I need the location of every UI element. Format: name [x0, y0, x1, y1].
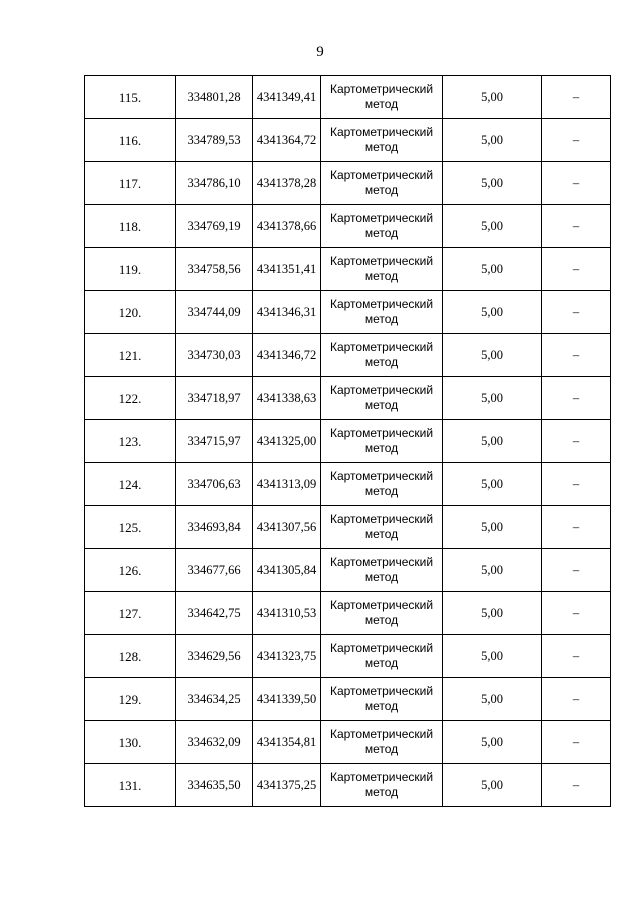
table-row	[85, 506, 611, 549]
x-coordinate-cell: 334786,10	[176, 162, 253, 205]
note-cell: –	[542, 721, 611, 764]
method-cell: Картометрический метод	[321, 76, 443, 119]
y-coordinate-cell: 4341338,63	[253, 377, 321, 420]
y-coordinate-cell: 4341378,66	[253, 205, 321, 248]
note-cell: –	[542, 420, 611, 463]
table-row	[85, 76, 611, 119]
x-coordinate-cell: 334758,56	[176, 248, 253, 291]
method-cell: Картометрический метод	[321, 721, 443, 764]
table-row	[85, 678, 611, 721]
table-row	[85, 463, 611, 506]
point-number-cell: 131.	[85, 764, 176, 807]
table-row	[85, 248, 611, 291]
accuracy-cell: 5,00	[443, 463, 542, 506]
point-number-cell: 119.	[85, 248, 176, 291]
note-cell: –	[542, 764, 611, 807]
note-cell: –	[542, 377, 611, 420]
table-row	[85, 721, 611, 764]
x-coordinate-cell: 334769,19	[176, 205, 253, 248]
method-cell: Картометрический метод	[321, 119, 443, 162]
table-row	[85, 291, 611, 334]
x-coordinate-cell: 334718,97	[176, 377, 253, 420]
table-row	[85, 205, 611, 248]
point-number-cell: 121.	[85, 334, 176, 377]
method-cell: Картометрический метод	[321, 463, 443, 506]
accuracy-cell: 5,00	[443, 291, 542, 334]
table-row	[85, 119, 611, 162]
y-coordinate-cell: 4341354,81	[253, 721, 321, 764]
method-cell: Картометрический метод	[321, 420, 443, 463]
x-coordinate-cell: 334634,25	[176, 678, 253, 721]
point-number-cell: 122.	[85, 377, 176, 420]
y-coordinate-cell: 4341349,41	[253, 76, 321, 119]
note-cell: –	[542, 119, 611, 162]
note-cell: –	[542, 248, 611, 291]
x-coordinate-cell: 334801,28	[176, 76, 253, 119]
method-cell: Картометрический метод	[321, 162, 443, 205]
y-coordinate-cell: 4341323,75	[253, 635, 321, 678]
note-cell: –	[542, 334, 611, 377]
note-cell: –	[542, 592, 611, 635]
coordinates-table	[84, 75, 611, 807]
point-number-cell: 124.	[85, 463, 176, 506]
note-cell: –	[542, 162, 611, 205]
point-number-cell: 128.	[85, 635, 176, 678]
note-cell: –	[542, 76, 611, 119]
y-coordinate-cell: 4341325,00	[253, 420, 321, 463]
point-number-cell: 118.	[85, 205, 176, 248]
y-coordinate-cell: 4341313,09	[253, 463, 321, 506]
x-coordinate-cell: 334632,09	[176, 721, 253, 764]
accuracy-cell: 5,00	[443, 162, 542, 205]
accuracy-cell: 5,00	[443, 764, 542, 807]
table-row	[85, 162, 611, 205]
table-row	[85, 334, 611, 377]
note-cell: –	[542, 635, 611, 678]
point-number-cell: 115.	[85, 76, 176, 119]
method-cell: Картометрический метод	[321, 334, 443, 377]
accuracy-cell: 5,00	[443, 334, 542, 377]
accuracy-cell: 5,00	[443, 377, 542, 420]
x-coordinate-cell: 334715,97	[176, 420, 253, 463]
method-cell: Картометрический метод	[321, 592, 443, 635]
note-cell: –	[542, 506, 611, 549]
x-coordinate-cell: 334693,84	[176, 506, 253, 549]
accuracy-cell: 5,00	[443, 678, 542, 721]
method-cell: Картометрический метод	[321, 549, 443, 592]
x-coordinate-cell: 334789,53	[176, 119, 253, 162]
point-number-cell: 116.	[85, 119, 176, 162]
point-number-cell: 126.	[85, 549, 176, 592]
method-cell: Картометрический метод	[321, 635, 443, 678]
y-coordinate-cell: 4341339,50	[253, 678, 321, 721]
point-number-cell: 127.	[85, 592, 176, 635]
accuracy-cell: 5,00	[443, 721, 542, 764]
accuracy-cell: 5,00	[443, 549, 542, 592]
y-coordinate-cell: 4341375,25	[253, 764, 321, 807]
y-coordinate-cell: 4341307,56	[253, 506, 321, 549]
method-cell: Картометрический метод	[321, 377, 443, 420]
point-number-cell: 117.	[85, 162, 176, 205]
x-coordinate-cell: 334744,09	[176, 291, 253, 334]
y-coordinate-cell: 4341378,28	[253, 162, 321, 205]
note-cell: –	[542, 205, 611, 248]
table-row	[85, 377, 611, 420]
method-cell: Картометрический метод	[321, 248, 443, 291]
note-cell: –	[542, 549, 611, 592]
note-cell: –	[542, 678, 611, 721]
accuracy-cell: 5,00	[443, 76, 542, 119]
method-cell: Картометрический метод	[321, 291, 443, 334]
method-cell: Картометрический метод	[321, 678, 443, 721]
x-coordinate-cell: 334629,56	[176, 635, 253, 678]
point-number-cell: 130.	[85, 721, 176, 764]
point-number-cell: 123.	[85, 420, 176, 463]
point-number-cell: 120.	[85, 291, 176, 334]
accuracy-cell: 5,00	[443, 119, 542, 162]
page-number: 9	[316, 44, 324, 60]
accuracy-cell: 5,00	[443, 205, 542, 248]
table-row	[85, 549, 611, 592]
y-coordinate-cell: 4341351,41	[253, 248, 321, 291]
table-row	[85, 764, 611, 807]
y-coordinate-cell: 4341346,31	[253, 291, 321, 334]
accuracy-cell: 5,00	[443, 635, 542, 678]
accuracy-cell: 5,00	[443, 506, 542, 549]
x-coordinate-cell: 334642,75	[176, 592, 253, 635]
table-row	[85, 592, 611, 635]
y-coordinate-cell: 4341346,72	[253, 334, 321, 377]
y-coordinate-cell: 4341310,53	[253, 592, 321, 635]
x-coordinate-cell: 334730,03	[176, 334, 253, 377]
accuracy-cell: 5,00	[443, 420, 542, 463]
x-coordinate-cell: 334706,63	[176, 463, 253, 506]
accuracy-cell: 5,00	[443, 248, 542, 291]
y-coordinate-cell: 4341305,84	[253, 549, 321, 592]
point-number-cell: 129.	[85, 678, 176, 721]
point-number-cell: 125.	[85, 506, 176, 549]
x-coordinate-cell: 334677,66	[176, 549, 253, 592]
x-coordinate-cell: 334635,50	[176, 764, 253, 807]
accuracy-cell: 5,00	[443, 592, 542, 635]
note-cell: –	[542, 463, 611, 506]
note-cell: –	[542, 291, 611, 334]
table-row	[85, 420, 611, 463]
table-body	[85, 76, 611, 807]
method-cell: Картометрический метод	[321, 205, 443, 248]
y-coordinate-cell: 4341364,72	[253, 119, 321, 162]
method-cell: Картометрический метод	[321, 764, 443, 807]
table-row	[85, 635, 611, 678]
method-cell: Картометрический метод	[321, 506, 443, 549]
